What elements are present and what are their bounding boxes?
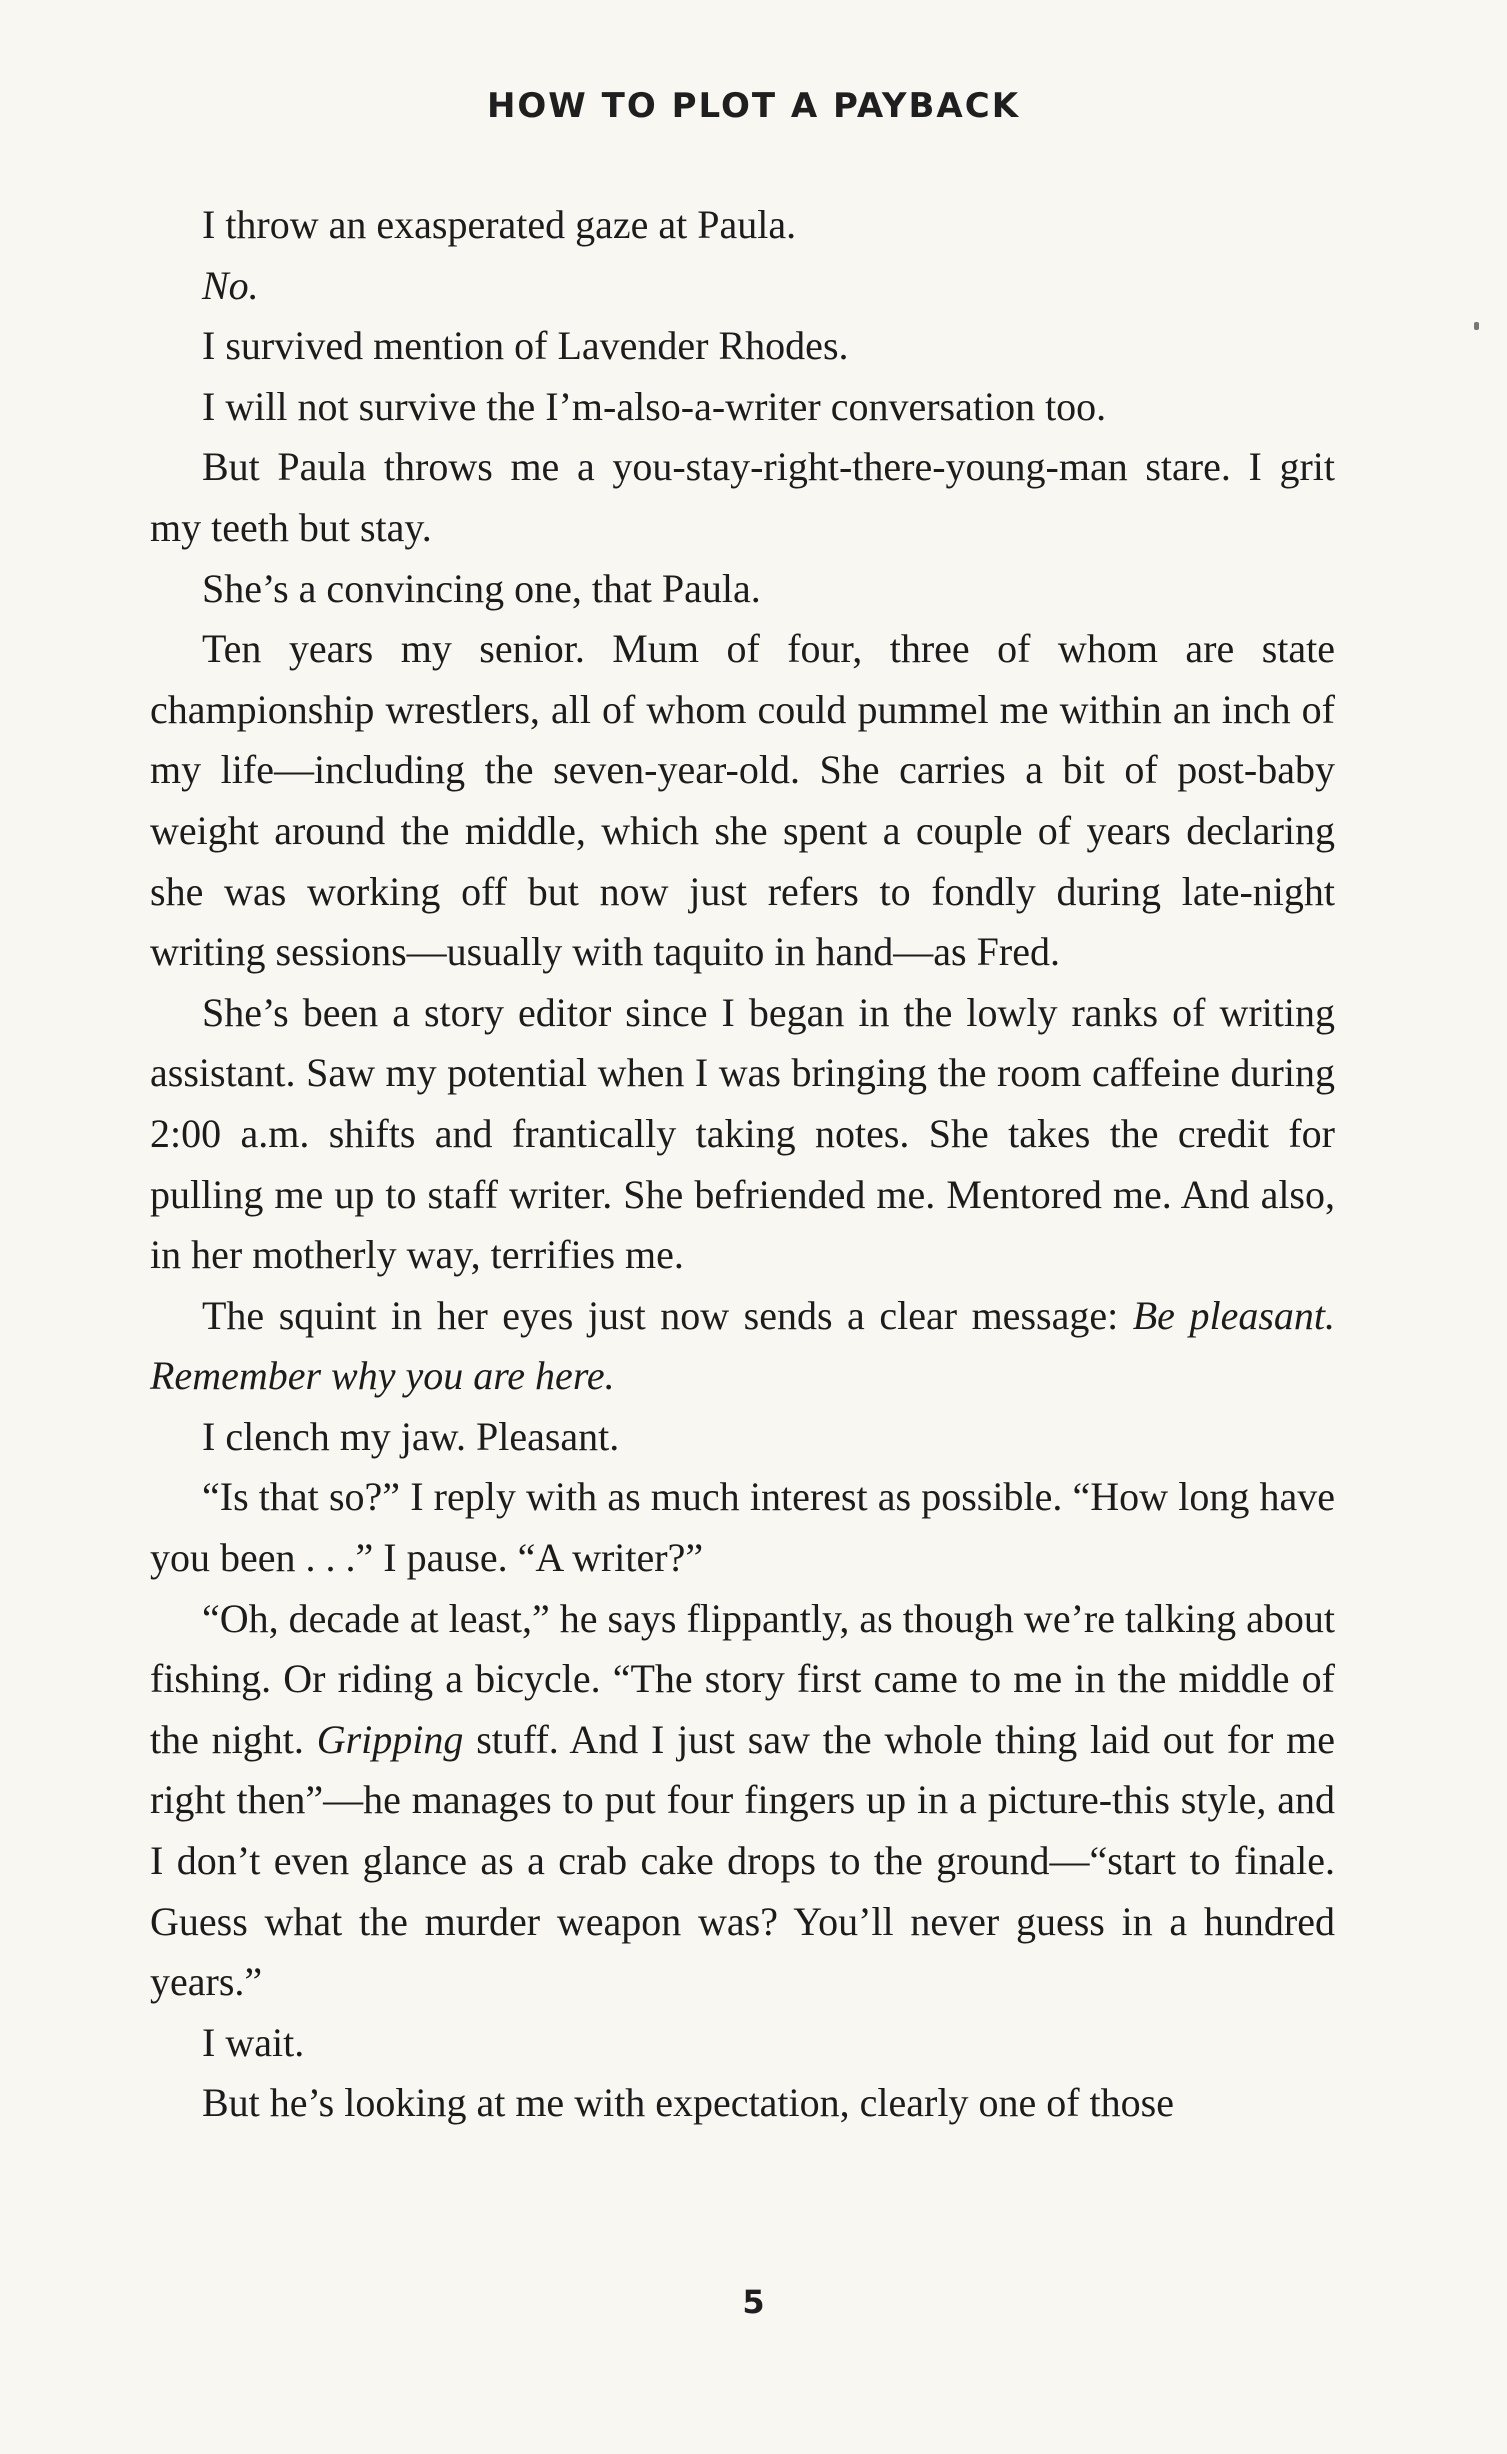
paragraph bbox=[150, 377, 1335, 438]
paragraph bbox=[150, 619, 1335, 983]
italic-text: Gripping bbox=[316, 1716, 464, 1762]
text-run: The squint in her eyes just now sends a clear message: bbox=[202, 1292, 1133, 1338]
running-head: HOW TO PLOT A PAYBACK bbox=[486, 86, 1021, 126]
paragraph bbox=[150, 1407, 1335, 1468]
text-run: I throw an exasperated gaze at Paula. bbox=[202, 202, 797, 247]
text-run: She’s a convincing one, that Paula. bbox=[202, 565, 761, 611]
paragraph bbox=[150, 2073, 1335, 2134]
body-text bbox=[150, 195, 1335, 2134]
text-run: I will not survive the I’m-also-a-writer conversation too. bbox=[202, 383, 1107, 429]
page-number: 5 bbox=[742, 2283, 765, 2321]
paper-speck bbox=[1474, 322, 1479, 330]
italic-text: No. bbox=[202, 262, 259, 308]
paragraph bbox=[150, 983, 1335, 1286]
paragraph bbox=[150, 195, 1335, 256]
paragraph bbox=[150, 1286, 1335, 1407]
paragraph bbox=[150, 1467, 1335, 1588]
text-run: stuff. And I just saw the whole thing laid out for me right then”—he manages to put four fingers up in a picture-this style, and I don’t even glance as a crab cake drops to the ground—“start to finale. Guess what the murder weapon was? You’ll never guess in a hundred years.” bbox=[150, 1716, 1336, 2005]
italic-text: Be pleasant. Remember why you are here. bbox=[150, 1292, 1335, 1399]
paragraph bbox=[150, 256, 1335, 317]
text-run: I clench my jaw. Pleasant. bbox=[202, 1413, 620, 1459]
paragraph bbox=[150, 316, 1335, 377]
paragraph bbox=[150, 559, 1335, 620]
paragraph bbox=[150, 2013, 1335, 2074]
text-run: “Is that so?” I reply with as much interest as possible. “How long have you been . . .” I pause. “A writer?” bbox=[150, 1474, 1335, 1581]
paragraph bbox=[150, 437, 1335, 558]
text-run: She’s been a story editor since I began in the lowly ranks of writing assistant. Saw my potential when I was bringing the room caffeine during 2:00 a.m. shifts and frantically taking notes. She takes the credit for pulling me up to staff writer. She befriended me. Mentored me. And also, in her motherly way, terrifies me. bbox=[150, 989, 1335, 1278]
text-run: I wait. bbox=[202, 2019, 305, 2065]
text-run: But he’s looking at me with expectation, clearly one of those bbox=[202, 2080, 1174, 2126]
text-run: Ten years my senior. Mum of four, three of whom are state championship wrestlers, all of whom could pummel me within an inch of my life—including the seven-year-old. She carries a bit of post-baby weight around the middle, which she spent a couple of years declaring she was working off but now just refers to fondly during late-night writing sessions—usually with taquito in hand—as Fred. bbox=[150, 626, 1335, 975]
paragraph bbox=[150, 1589, 1335, 2013]
text-run: “Oh, decade at least,” he says flippantly, as though we’re talking about fishing. Or riding a bicycle. “The story first came to me in the middle of the night. bbox=[150, 1595, 1335, 1762]
text-run: But Paula throws me a you-stay-right-there-young-man stare. I grit my teeth but stay. bbox=[150, 444, 1335, 550]
text-run: I survived mention of Lavender Rhodes. bbox=[202, 323, 849, 369]
